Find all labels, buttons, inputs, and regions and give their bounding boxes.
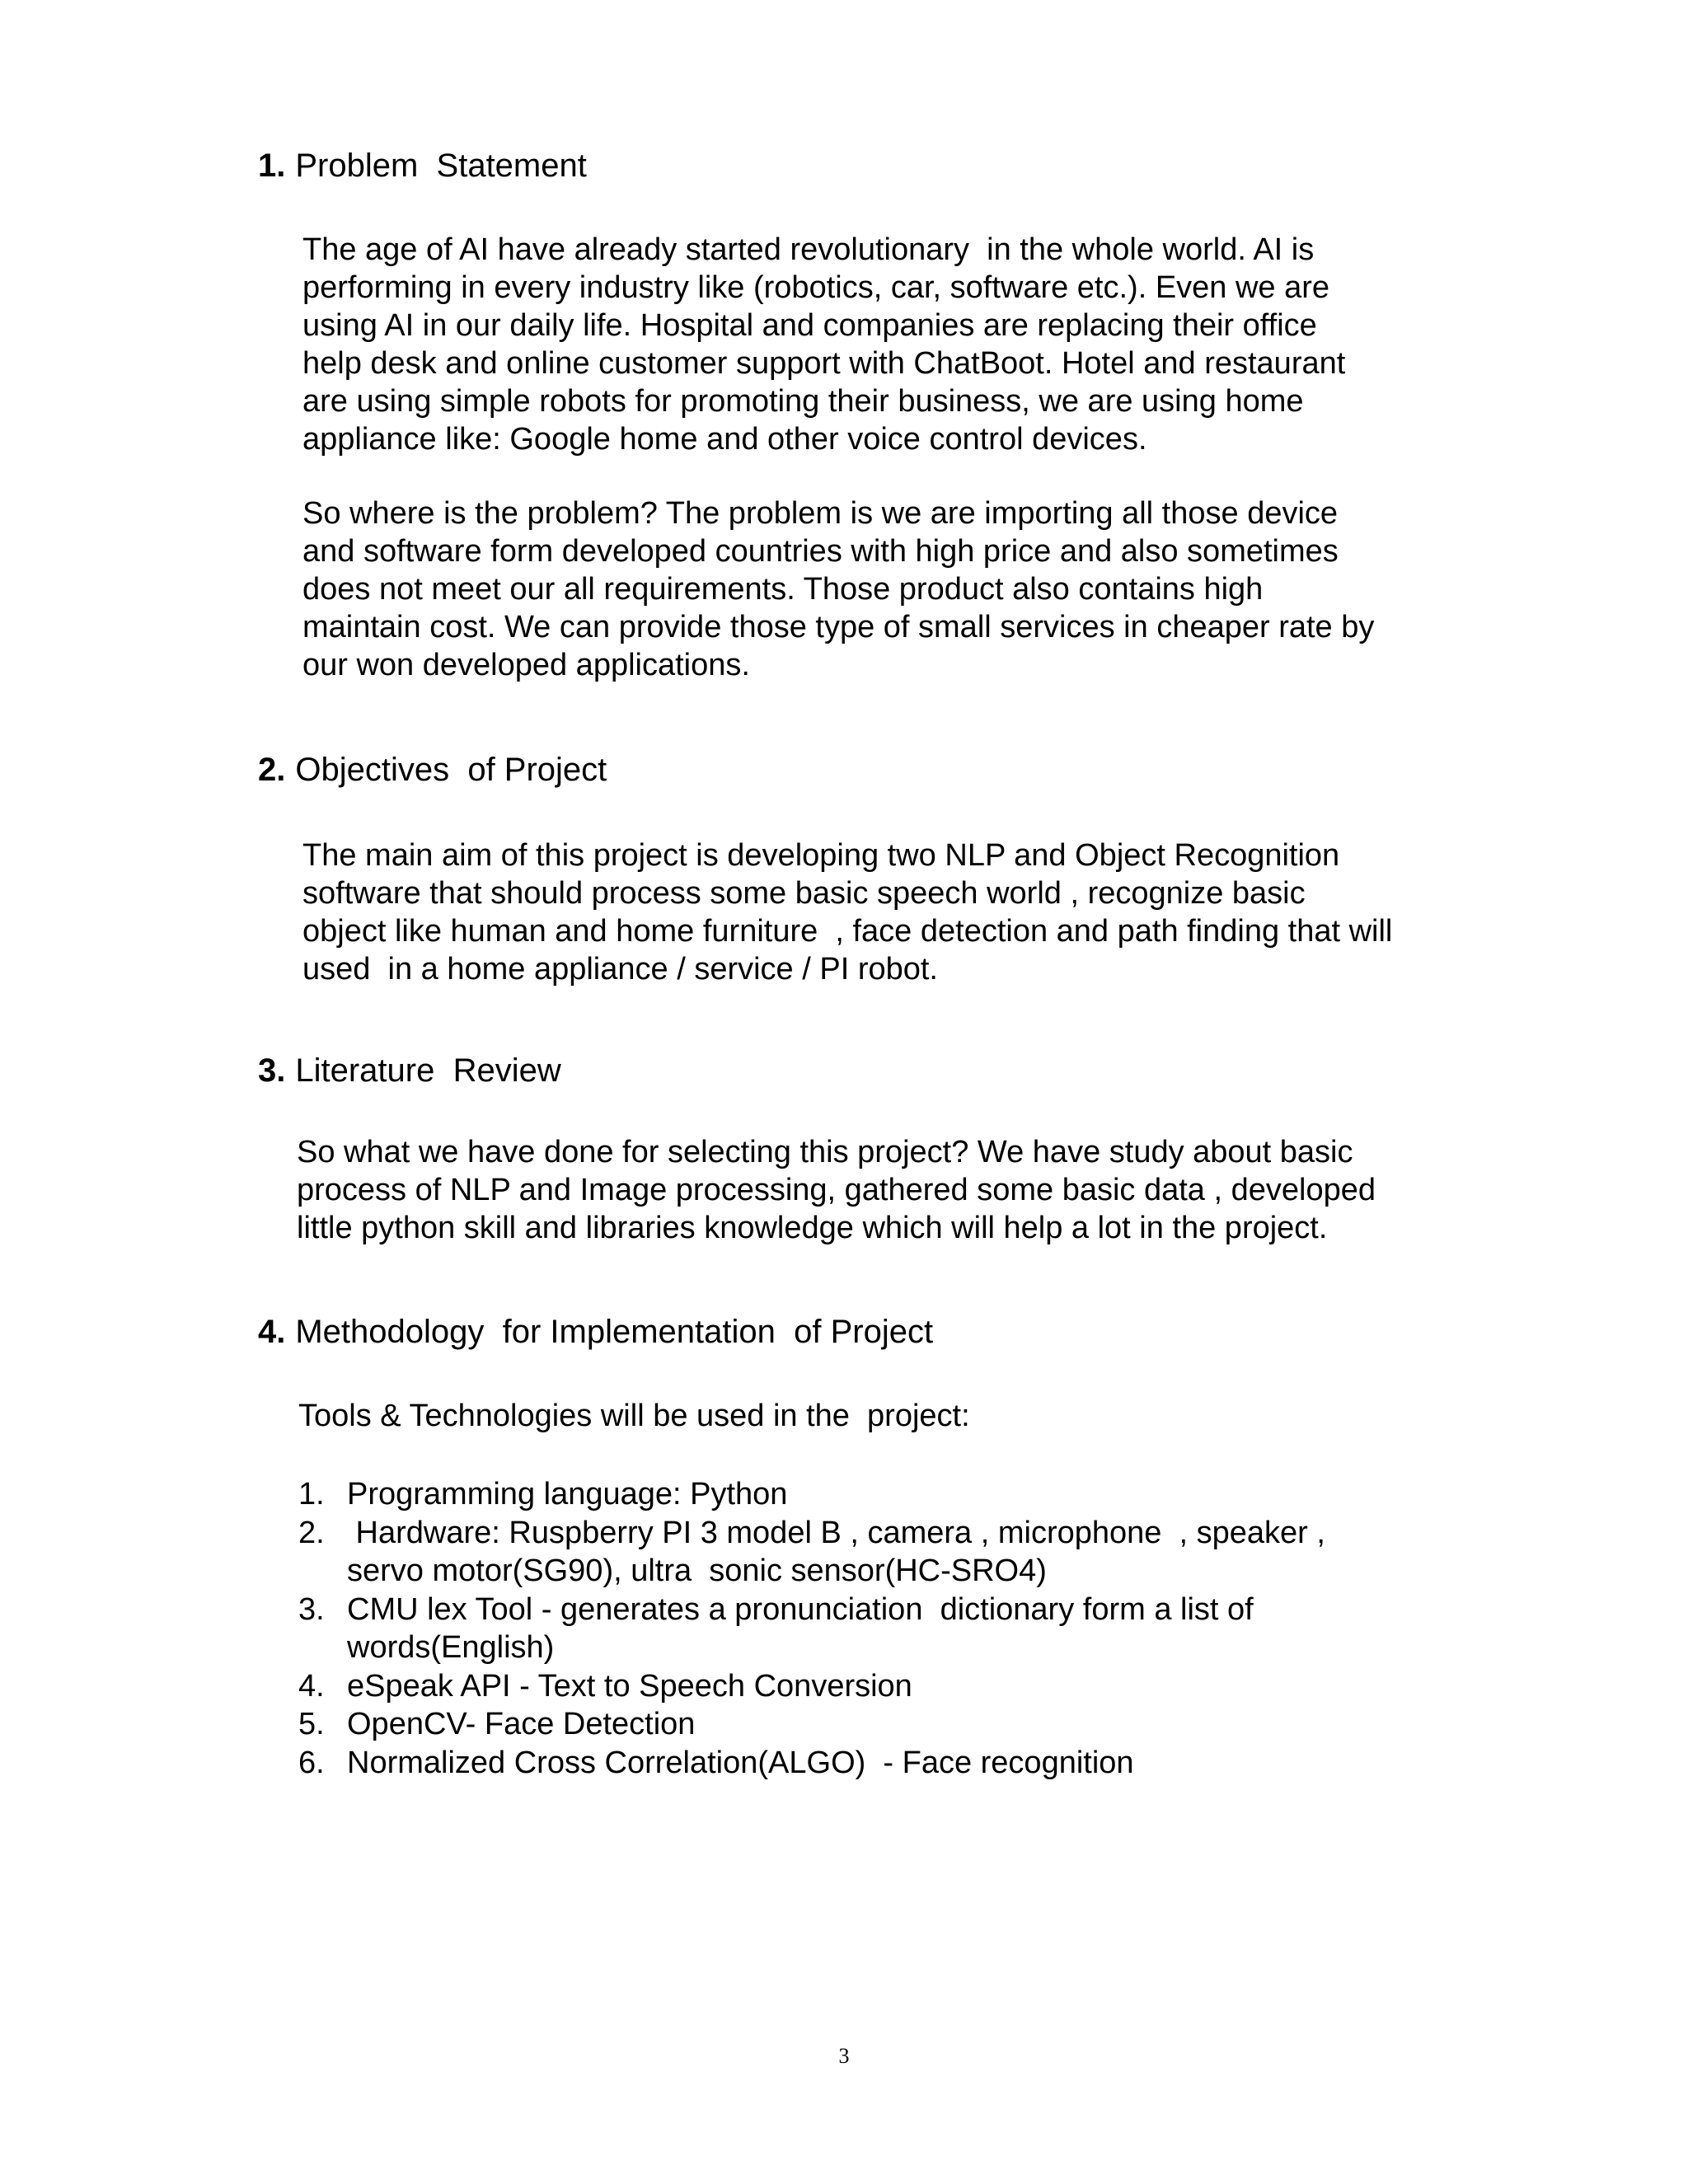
paragraph-line: are using simple robots for promoting their business, we are using home [302, 384, 1304, 419]
list-item-text: words(English) [347, 1630, 555, 1665]
list-item-number: 6. [298, 1745, 325, 1780]
paragraph-line: So where is the problem? The problem is we are importing all those device [302, 496, 1339, 531]
paragraph-line: using AI in our daily life. Hospital and companies are replacing their office [302, 308, 1317, 343]
list-item [298, 1591, 1325, 1667]
paragraph-line: The age of AI have already started revolutionary in the whole world. AI is [302, 232, 1315, 267]
list-item-number: 3. [298, 1591, 325, 1627]
paragraph-line: maintain cost. We can provide those type of small services in cheaper rate by [302, 610, 1375, 644]
list-item-number: 1. [298, 1477, 325, 1511]
list-item [298, 1744, 1325, 1783]
paragraph-line: appliance like: Google home and other voice control devices. [302, 422, 1147, 457]
list-item-text: Programming language: Python [347, 1477, 788, 1511]
section-heading-objectives [258, 750, 607, 790]
list-item-text: OpenCV- Face Detection [347, 1707, 696, 1741]
paragraph-line: So what we have done for selecting this project? We have study about basic [297, 1135, 1353, 1169]
list-item [298, 1667, 1325, 1706]
section-number: 1. [258, 148, 286, 184]
list-item-number: 5. [298, 1707, 325, 1741]
list-item-number: 2. [298, 1515, 325, 1550]
paragraph-problem-1 [302, 231, 1345, 458]
paragraph-literature-review [297, 1133, 1376, 1247]
paragraph-line: our won developed applications. [302, 648, 750, 682]
list-item-text: Normalized Cross Correlation(ALGO) - Face recognition [347, 1745, 1134, 1780]
paragraph-line: help desk and online customer support with ChatBoot. Hotel and restaurant [302, 346, 1346, 381]
list-item-number: 4. [298, 1668, 325, 1704]
section-heading-methodology [258, 1312, 933, 1352]
section-heading-problem-statement [258, 146, 587, 185]
paragraph-line: does not meet our all requirements. Those product also contains high [302, 572, 1264, 607]
section-number: 3. [258, 1052, 286, 1089]
paragraph-line: little python skill and libraries knowledge which will help a lot in the project. [297, 1211, 1328, 1245]
list-item-text: Hardware: Ruspberry PI 3 model B , camera , microphone , speaker , [347, 1515, 1325, 1550]
paragraph-line: and software form developed countries with high price and also sometimes [302, 534, 1339, 569]
section-title: Objectives of Project [295, 752, 607, 788]
paragraph-line: software that should process some basic speech world , recognize basic [302, 876, 1306, 911]
section-heading-literature-review [258, 1051, 561, 1090]
paragraph-line: The main aim of this project is developing two NLP and Object Recognition [302, 838, 1340, 873]
list-item [298, 1475, 1325, 1514]
list-item-text: CMU lex Tool - generates a pronunciation dictionary form a list of [347, 1591, 1254, 1627]
paragraph-line: object like human and home furniture , face detection and path finding that will [302, 914, 1393, 949]
list-item [298, 1705, 1325, 1744]
section-title: Literature Review [295, 1052, 561, 1089]
paragraph-problem-2 [302, 494, 1374, 684]
paragraph-line: process of NLP and Image processing, gathered some basic data , developed [297, 1173, 1376, 1207]
section-title: Problem Statement [295, 148, 587, 184]
section-number: 4. [258, 1314, 286, 1350]
tools-intro-text: Tools & Technologies will be used in the project: [298, 1399, 970, 1433]
paragraph-objectives [302, 837, 1392, 988]
section-title: Methodology for Implementation of Project [295, 1314, 934, 1350]
page-number: 3 [838, 2044, 850, 2068]
list-item-text: eSpeak API - Text to Speech Conversion [347, 1668, 912, 1704]
paragraph-line: used in a home appliance / service / PI robot. [302, 952, 938, 987]
list-item-text: servo motor(SG90), ultra sonic sensor(HC-SRO4) [347, 1554, 1047, 1588]
list-item [298, 1514, 1325, 1591]
tools-list [298, 1475, 1325, 1782]
paragraph-line: performing in every industry like (robotics, car, software etc.). Even we are [302, 270, 1330, 305]
section-number: 2. [258, 752, 286, 788]
